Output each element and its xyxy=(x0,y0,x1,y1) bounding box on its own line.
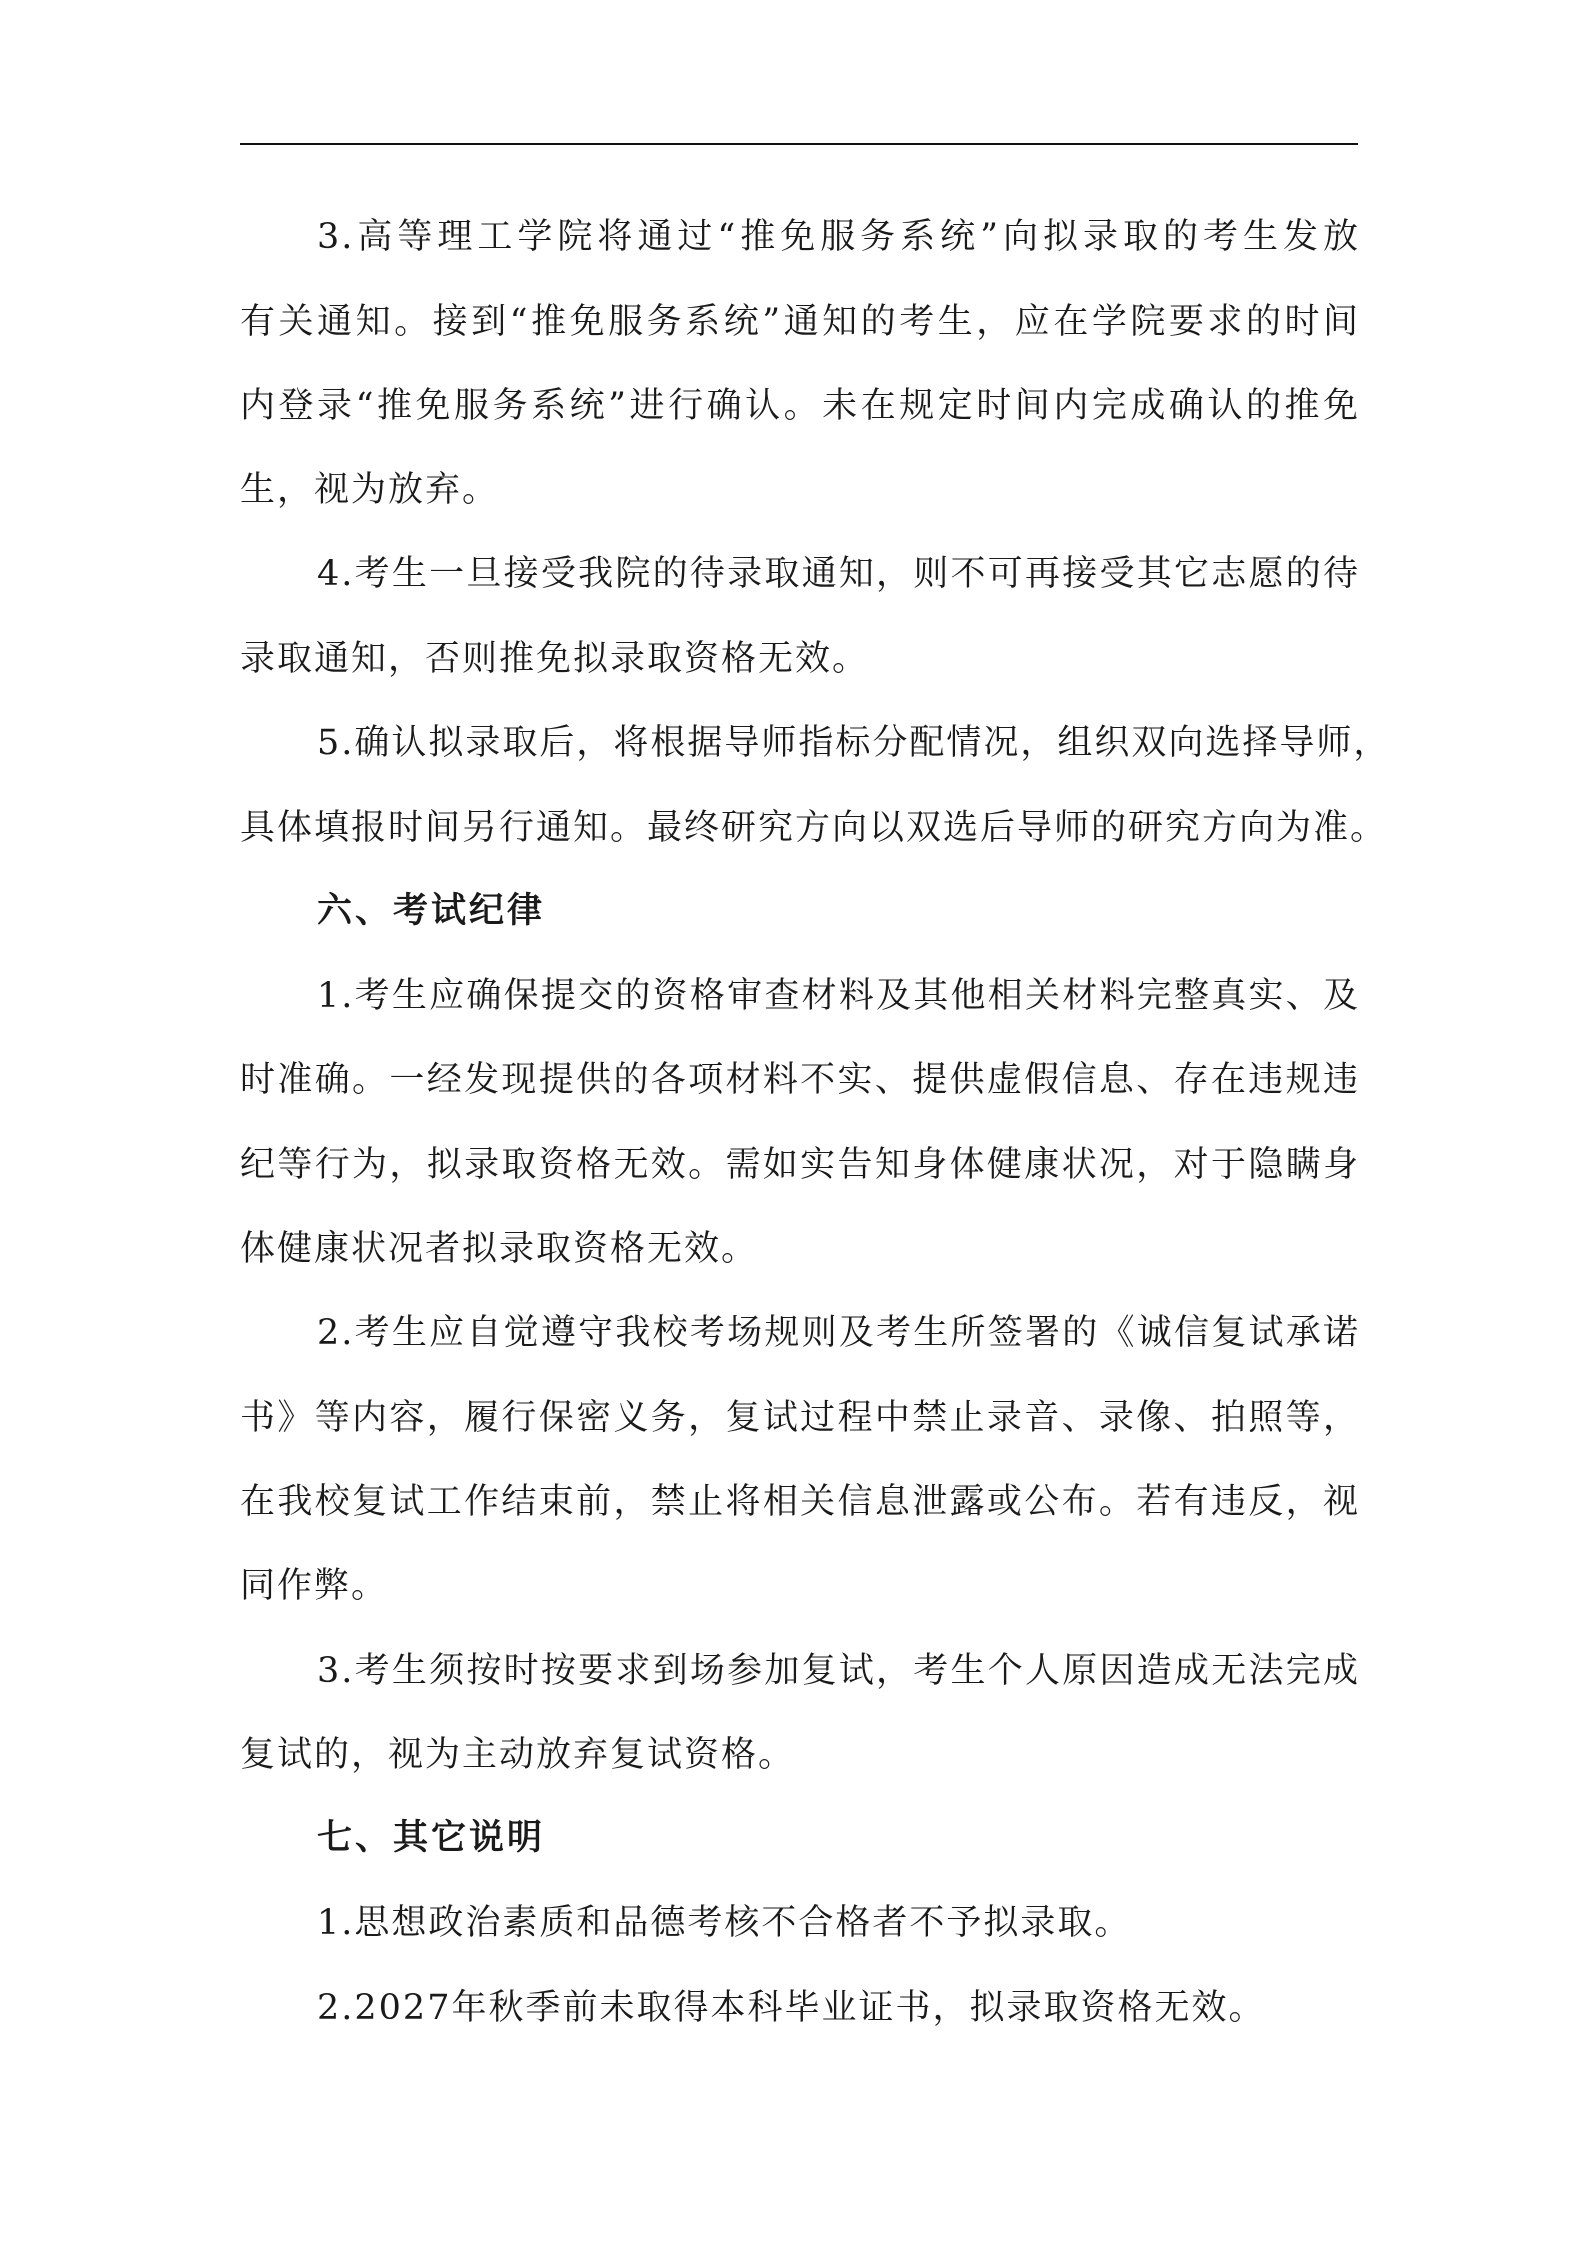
paragraph-line: 1.思想政治素质和品德考核不合格者不予拟录取。 xyxy=(317,1903,1132,1943)
paragraph-line: 具体填报时间另行通知。最终研究方向以双选后导师的研究方向为准。 xyxy=(240,808,1388,848)
paragraph-line: 5.确认拟录取后，将根据导师指标分配情况，组织双向选择导师， xyxy=(317,723,1391,763)
paragraph-line: 书》等内容，履行保密义务，复试过程中禁止录音、录像、拍照等， xyxy=(240,1398,1360,1438)
paragraph-line: 时准确。一经发现提供的各项材料不实、提供虚假信息、存在违规违 xyxy=(240,1060,1360,1100)
paragraph-line: 纪等行为，拟录取资格无效。需如实告知身体健康状况，对于隐瞒身 xyxy=(240,1145,1360,1185)
paragraph-line: 在我校复试工作结束前，禁止将相关信息泄露或公布。若有违反，视 xyxy=(240,1482,1360,1522)
paragraph-line: 3.考生须按时按要求到场参加复试，考生个人原因造成无法完成 xyxy=(317,1651,1360,1691)
paragraph-line: 体健康状况者拟录取资格无效。 xyxy=(240,1229,759,1269)
paragraph-line: 内登录“推免服务系统”进行确认。未在规定时间内完成确认的推免 xyxy=(240,386,1360,426)
paragraph-line: 有关通知。接到“推免服务系统”通知的考生，应在学院要求的时间 xyxy=(240,302,1360,342)
paragraph-line: 2.考生应自觉遵守我校考场规则及考生所签署的《诚信复试承诺 xyxy=(317,1313,1360,1353)
paragraph-line: 4.考生一旦接受我院的待录取通知，则不可再接受其它志愿的待 xyxy=(317,554,1360,594)
paragraph-line: 生，视为放弃。 xyxy=(240,470,500,510)
paragraph-line: 复试的，视为主动放弃复试资格。 xyxy=(240,1735,796,1775)
paragraph-line: 3.高等理工学院将通过“推免服务系统”向拟录取的考生发放 xyxy=(317,217,1360,257)
paragraph-line: 录取通知，否则推免拟录取资格无效。 xyxy=(240,639,870,679)
paragraph-line: 同作弊。 xyxy=(240,1566,389,1606)
section-heading: 六、考试纪律 xyxy=(317,891,546,931)
header-rule xyxy=(240,143,1358,145)
paragraph-line: 2.2027年秋季前未取得本科毕业证书，拟录取资格无效。 xyxy=(317,1988,1266,2028)
paragraph-line: 1.考生应确保提交的资格审查材料及其他相关材料完整真实、及 xyxy=(317,976,1360,1016)
section-heading: 七、其它说明 xyxy=(317,1818,546,1858)
